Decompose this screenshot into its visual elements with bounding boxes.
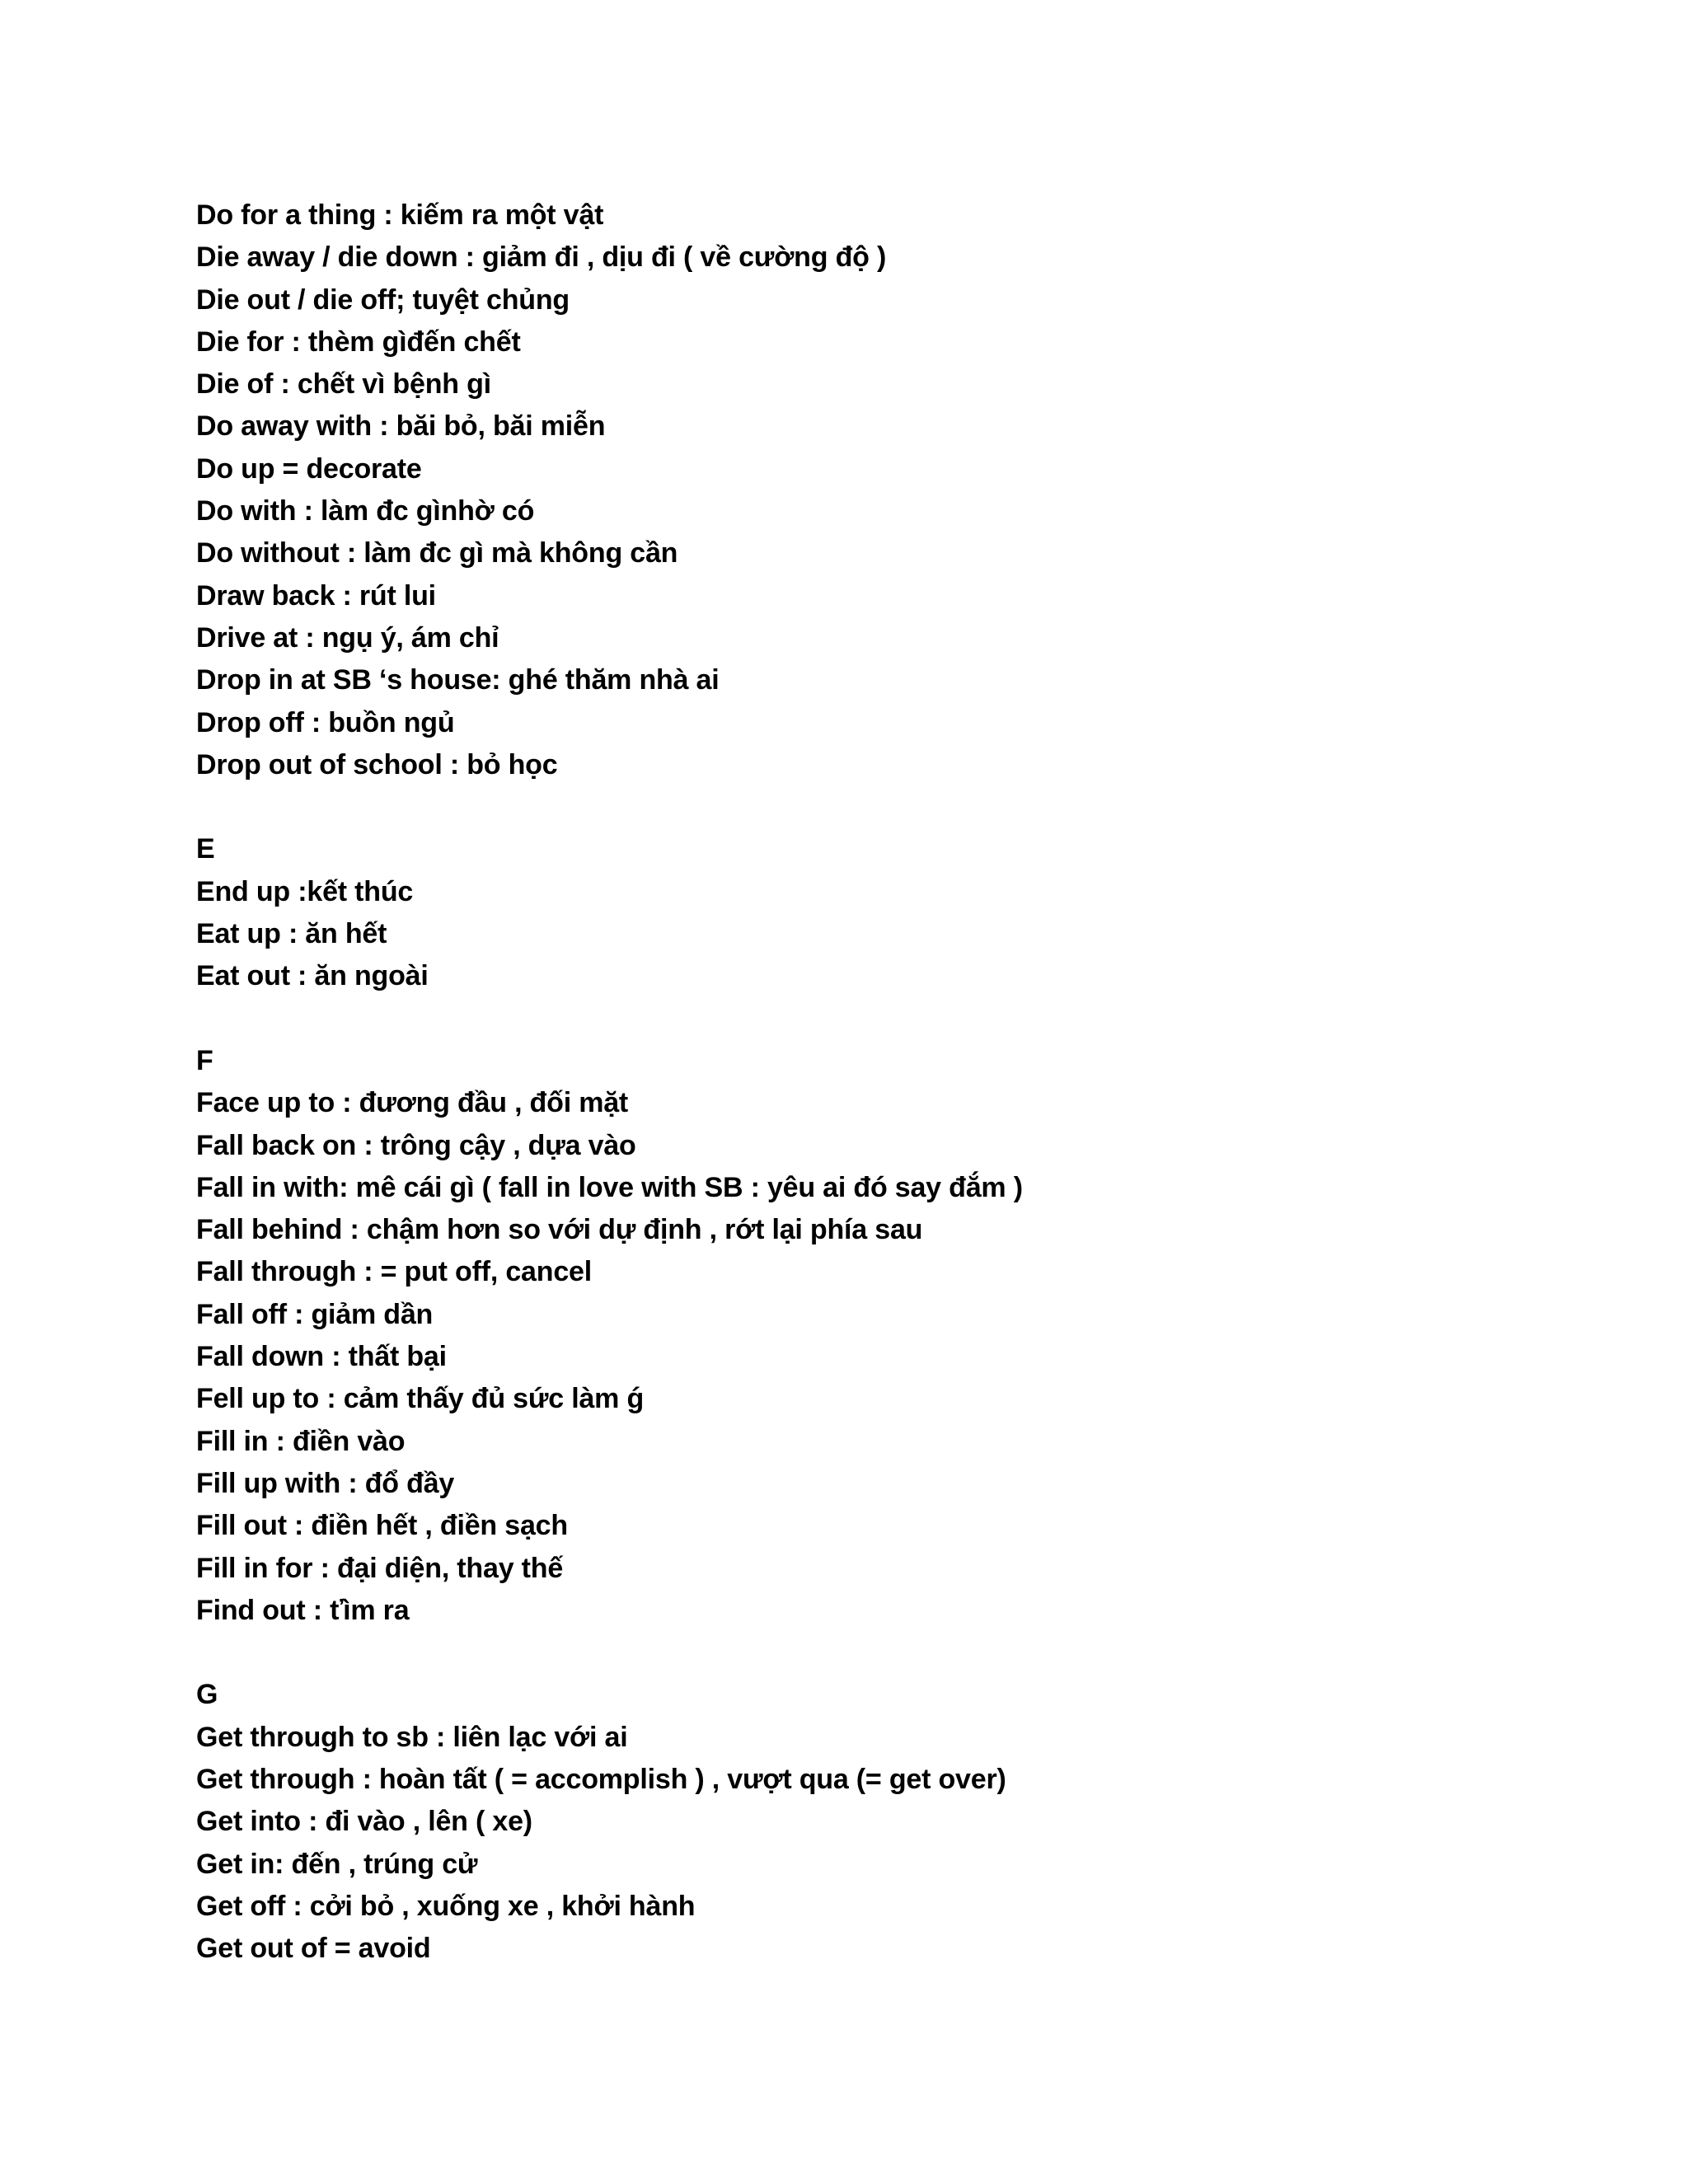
entry-line: Die out / die off; tuyệt chủng (196, 284, 570, 316)
section-e (196, 828, 1597, 997)
section-g (196, 1674, 1597, 1970)
entry-line: Face up to : đương đầu , đối mặt (196, 1087, 629, 1119)
entry-line: Do for a thing : kiếm ra một vật (196, 199, 604, 231)
entry-line: Get through to sb : liên lạc với ai (196, 1721, 628, 1753)
entry-line: Die for : thèm gìđến chết (196, 326, 521, 358)
entry-line: Die away / die down : giảm đi , dịu đi ( về cường độ ) (196, 241, 887, 274)
entry-line: Fall in with: mê cái gì ( fall in love with SB : yêu ai đó say đắm ) (196, 1171, 1023, 1203)
entry-line: Draw back : rút lui (196, 579, 436, 612)
entry-line: Fill in : điền vào (196, 1425, 406, 1457)
entry-line: Fill in for : đại diện, thay thế (196, 1552, 564, 1584)
entry-line: Fall down : thất bại (196, 1341, 447, 1373)
entry-line: Do without : làm đc gì mà không cần (196, 537, 678, 569)
section-letter-heading: E (196, 833, 215, 865)
entry-line: Get out of = avoid (196, 1933, 431, 1965)
entry-line: Get in: đến , trúng cử (196, 1848, 478, 1880)
section-spacer (196, 1632, 1597, 1674)
entry-line: Fall through : = put off, cancel (196, 1256, 592, 1288)
entry-line: Drop in at SB ‘s house: ghé thăm nhà ai (196, 664, 720, 696)
entry-line: Fill out : điền hết , điền sạch (196, 1510, 568, 1542)
entry-line: Do with : làm đc gìnhờ có (196, 495, 535, 527)
entry-line: Find out : ťìm ra (196, 1594, 410, 1626)
section-d (196, 194, 1597, 786)
entry-line: Eat up : ăn hết (196, 918, 387, 950)
section-letter-heading: F (196, 1044, 213, 1076)
section-spacer (196, 786, 1597, 828)
entry-line: Die of : chết vì bệnh gì (196, 368, 491, 401)
document-body (196, 194, 1597, 1970)
entry-line: Get off : cởi bỏ , xuống xe , khởi hành (196, 1890, 696, 1922)
entry-line: Get into : đi vào , lên ( xe) (196, 1806, 532, 1838)
entry-line: Fall off : giảm dần (196, 1298, 434, 1330)
section-letter-heading: G (196, 1679, 218, 1711)
entry-line: Eat out : ăn ngoài (196, 960, 429, 992)
entry-line: Get through : hoàn tất ( = accomplish ) , vượt qua (= get over) (196, 1763, 1006, 1795)
section-f (196, 1040, 1597, 1632)
entry-line: End up :kết thúc (196, 875, 414, 907)
entry-line: Fall back on : trông cậy , dựa vào (196, 1129, 636, 1161)
entry-line: Drop out of school : bỏ học (196, 748, 558, 780)
section-spacer (196, 998, 1597, 1040)
entry-line: Fell up to : cảm thấy đủ sức làm ǵ (196, 1383, 645, 1415)
entry-line: Drop off : buồn ngủ (196, 706, 455, 738)
entry-line: Do up = decorate (196, 452, 422, 485)
entry-line: Fill up with : đổ đầy (196, 1467, 455, 1499)
entry-line: Drive at : ngụ ý, ám chỉ (196, 621, 499, 654)
entry-line: Do away with : băi bỏ, băi miễn (196, 410, 606, 443)
entry-line: Fall behind : chậm hơn so với dự định , rớt lại phía sau (196, 1214, 923, 1246)
